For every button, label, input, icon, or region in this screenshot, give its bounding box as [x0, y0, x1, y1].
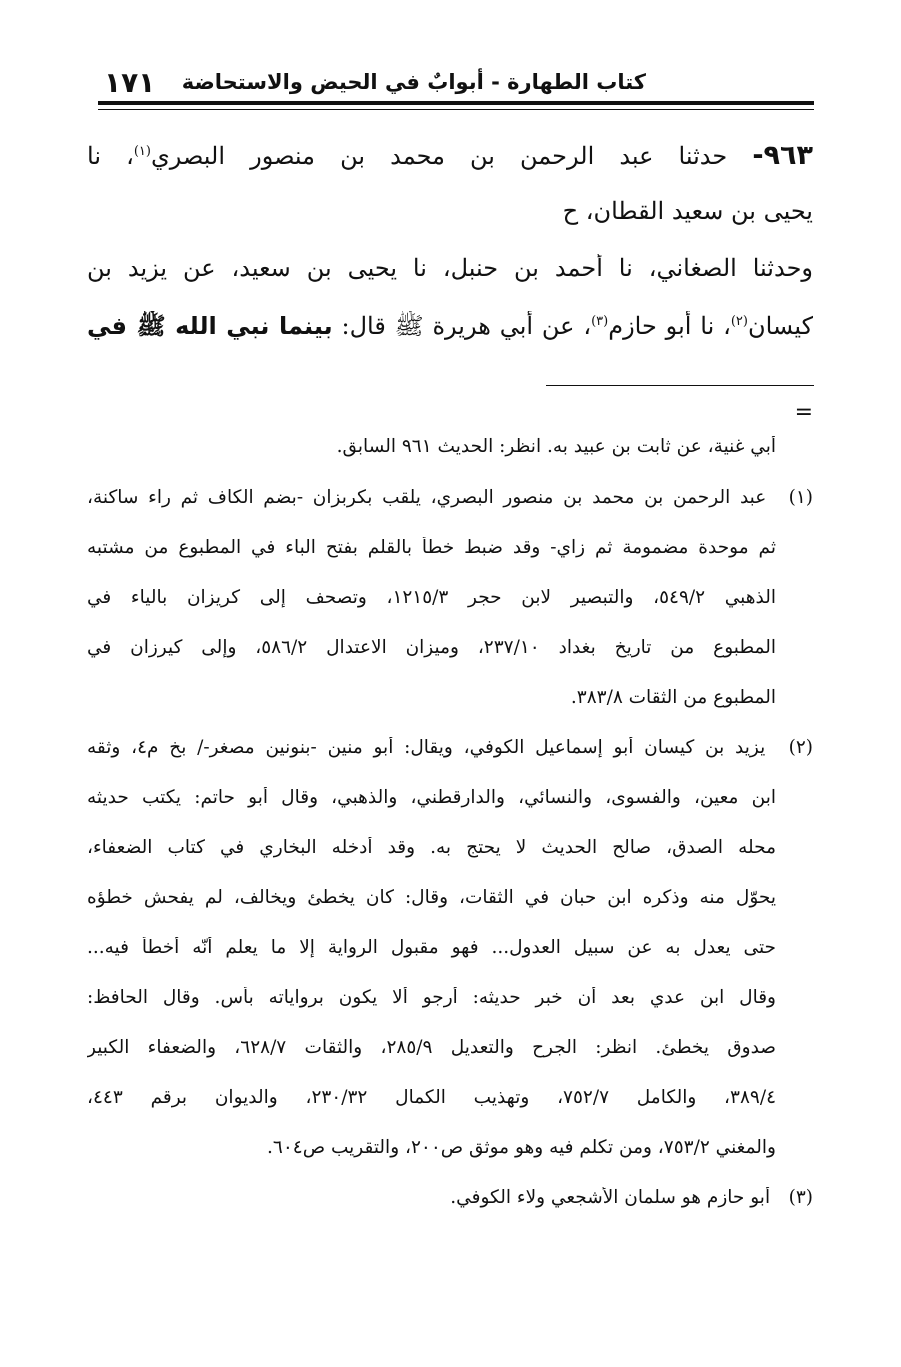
- main-line-1-end: ، نا: [87, 142, 134, 170]
- footnote-1-line-4: المطبوع من تاريخ بغداد ٢٣٧/١٠، وميزان الاعتدال ٥٨٦/٢، وإلى كيرزان في: [87, 637, 776, 658]
- hadith-number: ٩٦٣-: [752, 140, 813, 171]
- footnote-2-line-7: صدوق يخطئ. انظر: الجرح والتعديل ٢٨٥/٩، والثقات ٦٢٨/٧، والضعفاء الكبير: [87, 1037, 776, 1058]
- main-line-1-text: حدثنا عبد الرحمن بن محمد بن منصور البصري: [150, 142, 728, 170]
- running-header-title: كتاب الطهارة - أبوابٌ في الحيض والاستحاضة: [181, 70, 646, 94]
- page-number: ١٧١: [104, 66, 156, 99]
- footnote-1-text: عبد الرحمن بن محمد بن منصور البصري، يلقب بكربزان -بضم الكاف ثم راء ساكنة،: [87, 487, 767, 508]
- main-line-1: [87, 140, 813, 171]
- header-rule-thick: [98, 101, 814, 105]
- main-line-4: [87, 311, 813, 346]
- footnote-1-line-3: الذهبي ٥٤٩/٢، والتبصير لابن حجر ١٢١٥/٣، وتصحف إلى كريزان بالياء في: [87, 587, 776, 608]
- main-line-2: يحيى بن سعيد القطان، ح: [562, 197, 813, 225]
- footnote-1-line-5: المطبوع من الثقات ٣٨٣/٨.: [570, 687, 776, 708]
- continuation-mark: =: [794, 400, 813, 425]
- main-line-4-b: ، نا أبو حازم: [608, 312, 731, 340]
- footnote-2-line-8: ٣٨٩/٤، والكامل ٧٥٢/٧، وتهذيب الكمال ٢٣٠/٣٢، والديوان برقم ٤٤٣،: [87, 1087, 776, 1108]
- footnote-2-line-9: والمغني ٧٥٣/٢، ومن تكلم فيه وهو موثق ص٢٠٠، والتقريب ص٦٠٤.: [267, 1137, 776, 1158]
- footnote-3-line-1: [87, 1187, 813, 1208]
- footnote-separator: [546, 385, 814, 386]
- footnote-continuation: أبي غنية، عن ثابت بن عبيد به. انظر: الحديث ٩٦١ السابق.: [336, 436, 776, 457]
- main-line-3: وحدثنا الصغاني، نا أحمد بن حنبل، نا يحيى بن سعيد، عن يزيد بن: [87, 254, 813, 282]
- footnote-2-mark: (٢): [788, 737, 813, 758]
- footnote-1-line-2: ثم موحدة مضمومة ثم زاي- وقد ضبط خطأ بالقلم بفتح الباء في المطبوع من مشتبه: [87, 537, 776, 558]
- footnote-3-mark: (٣): [788, 1187, 813, 1208]
- footnote-ref-3: (٣): [591, 314, 609, 329]
- footnote-1-mark: (١): [788, 487, 813, 508]
- footnote-ref-1: (١): [133, 144, 151, 159]
- footnote-2-line-3: محله الصدق، صالح الحديث لا يحتج به. وقد أدخله البخاري في كتاب الضعفاء،: [87, 837, 776, 858]
- footnote-1-line-1: [87, 487, 813, 508]
- footnote-2-line-1: [87, 737, 813, 758]
- footnote-ref-2: (٢): [730, 314, 748, 329]
- footnote-2-text: يزيد بن كيسان أبو إسماعيل الكوفي، ويقال: أبو منين -بنونين مصغر-/ بخ م٤، وثقه: [87, 737, 766, 758]
- main-line-4-c: ، عن أبي هريرة ﷺ قال:: [341, 312, 592, 340]
- main-line-4-bold: بينما نبي الله ﷺ في: [87, 312, 333, 340]
- footnote-3-text: أبو حازم هو سلمان الأشجعي ولاء الكوفي.: [450, 1187, 771, 1208]
- footnote-2-line-2: ابن معين، والفسوى، والنسائي، والدارقطني، والذهبي، وقال أبو حاتم: يكتب حديثه: [87, 787, 776, 808]
- footnote-2-line-6: وقال ابن عدي بعد أن خبر حديثه: أرجو ألا يكون برواياته بأس. وقال الحافظ:: [87, 987, 776, 1008]
- header-rule-thin: [98, 109, 814, 110]
- footnote-2-line-4: يحوّل منه وذكره ابن حبان في الثقات، وقال: كان يخطئ ويخالف، لم يفحش خطؤه: [87, 887, 776, 908]
- footnote-2-line-5: حتى يعدل به عن سبيل العدول... فهو مقبول الرواية إلا ما يعلم أنّه أخطأ فيه...: [87, 937, 776, 958]
- main-line-4-a: كيسان: [747, 312, 813, 340]
